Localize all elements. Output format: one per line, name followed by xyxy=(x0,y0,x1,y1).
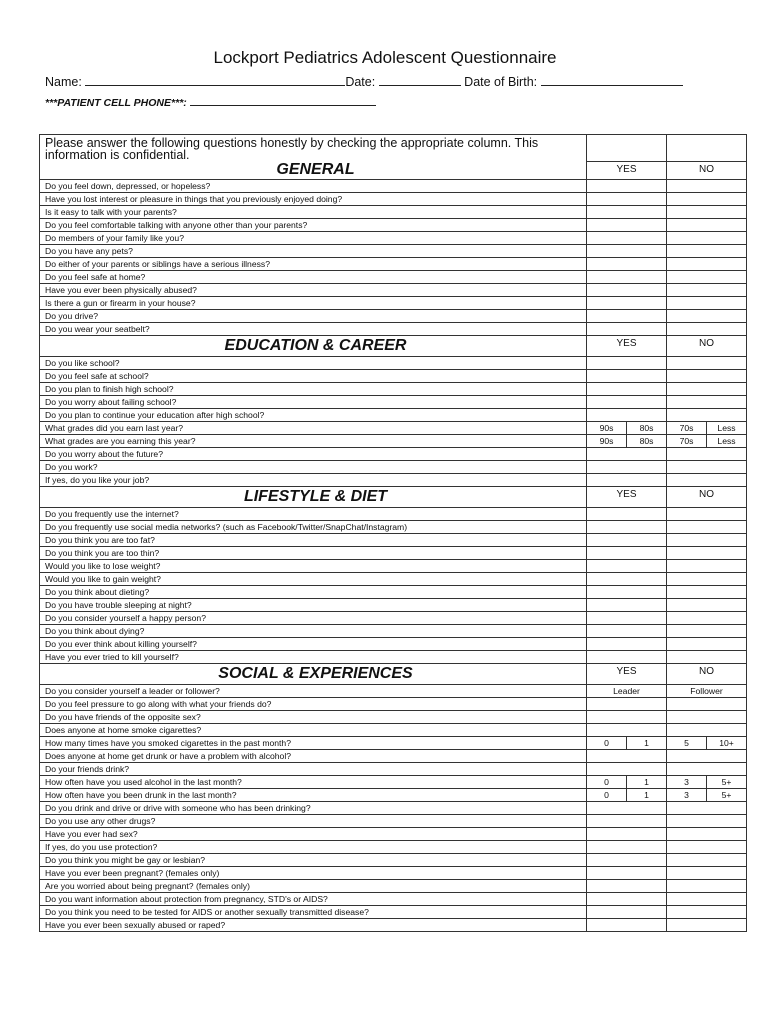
table-row xyxy=(40,724,747,737)
yes-header: YES xyxy=(587,161,667,180)
question-text: Do you feel comfortable talking with anyone other than your parents? xyxy=(40,219,587,232)
question-text: Do you wear your seatbelt? xyxy=(40,323,587,336)
table-row xyxy=(40,919,747,932)
table-row xyxy=(40,219,747,232)
option-cell[interactable]: 80s xyxy=(627,435,667,448)
option-cell[interactable]: 0 xyxy=(587,737,627,750)
no-cell[interactable] xyxy=(667,841,747,854)
yes-cell[interactable] xyxy=(587,396,667,409)
question-text: Do you drink and drive or drive with someone who has been drinking? xyxy=(40,802,587,815)
option-cell[interactable]: 0 xyxy=(587,789,627,802)
option-cell[interactable]: 1 xyxy=(627,737,667,750)
option-cell[interactable]: 5 xyxy=(667,737,707,750)
yes-cell[interactable] xyxy=(587,651,667,664)
table-row xyxy=(40,370,747,383)
option-cell[interactable]: 70s xyxy=(667,435,707,448)
question-text: Do you have any pets? xyxy=(40,245,587,258)
page-title: Lockport Pediatrics Adolescent Questionnaire xyxy=(213,48,557,67)
section-header-education xyxy=(40,336,747,357)
question-text: Do you consider yourself a leader or follower? xyxy=(40,685,587,698)
yes-cell[interactable] xyxy=(587,841,667,854)
question-text: Do you worry about failing school? xyxy=(40,396,587,409)
table-row xyxy=(40,651,747,664)
table-row xyxy=(40,750,747,763)
no-cell[interactable] xyxy=(667,310,747,323)
yes-cell[interactable] xyxy=(587,828,667,841)
yes-cell[interactable] xyxy=(587,854,667,867)
question-text: If yes, do you use protection? xyxy=(40,841,587,854)
name-label: Name: xyxy=(45,75,82,89)
yes-cell[interactable] xyxy=(587,461,667,474)
yes-cell[interactable] xyxy=(587,763,667,776)
no-cell[interactable] xyxy=(667,245,747,258)
no-cell[interactable] xyxy=(667,396,747,409)
question-text: Do you think about dieting? xyxy=(40,586,587,599)
option-cell[interactable]: 10+ xyxy=(707,737,747,750)
no-cell[interactable] xyxy=(667,193,747,206)
table-row xyxy=(40,815,747,828)
yes-cell[interactable] xyxy=(587,638,667,651)
phone-field[interactable] xyxy=(190,93,376,106)
no-header: NO xyxy=(667,487,747,508)
no-cell[interactable] xyxy=(667,547,747,560)
yes-cell[interactable] xyxy=(587,245,667,258)
no-cell[interactable] xyxy=(667,534,747,547)
question-text: Have you ever been pregnant? (females only) xyxy=(40,867,587,880)
table-row xyxy=(40,448,747,461)
table-row xyxy=(40,737,747,750)
option-cell[interactable]: 1 xyxy=(627,789,667,802)
no-cell[interactable] xyxy=(667,854,747,867)
table-row xyxy=(40,586,747,599)
section-header-social xyxy=(40,664,747,685)
table-row xyxy=(40,357,747,370)
no-cell[interactable] xyxy=(667,625,747,638)
yes-cell[interactable] xyxy=(587,750,667,763)
dob-field[interactable] xyxy=(541,73,683,86)
yes-cell[interactable] xyxy=(587,193,667,206)
question-text: Have you ever tried to kill yourself? xyxy=(40,651,587,664)
option-cell[interactable]: 5+ xyxy=(707,776,747,789)
no-cell[interactable] xyxy=(667,651,747,664)
yes-cell[interactable] xyxy=(587,919,667,932)
question-text: Do you think you are too fat? xyxy=(40,534,587,547)
table-row xyxy=(40,685,747,698)
questionnaire-table xyxy=(39,134,747,932)
no-cell[interactable] xyxy=(667,383,747,396)
yes-cell[interactable] xyxy=(587,547,667,560)
yes-cell[interactable] xyxy=(587,232,667,245)
table-row xyxy=(40,893,747,906)
no-cell[interactable] xyxy=(667,448,747,461)
question-text: Do you consider yourself a happy person? xyxy=(40,612,587,625)
yes-cell[interactable] xyxy=(587,521,667,534)
table-row xyxy=(40,560,747,573)
question-text: Do you feel pressure to go along with what your friends do? xyxy=(40,698,587,711)
question-text: Do you have friends of the opposite sex? xyxy=(40,711,587,724)
no-cell[interactable] xyxy=(667,586,747,599)
dob-label: Date of Birth: xyxy=(464,75,538,89)
question-text: Do you drive? xyxy=(40,310,587,323)
yes-cell[interactable] xyxy=(587,206,667,219)
no-header: NO xyxy=(667,664,747,685)
no-cell[interactable] xyxy=(667,323,747,336)
no-cell[interactable] xyxy=(667,297,747,310)
yes-cell[interactable] xyxy=(587,880,667,893)
yes-cell[interactable] xyxy=(587,383,667,396)
no-cell[interactable] xyxy=(667,508,747,521)
no-cell[interactable] xyxy=(667,711,747,724)
question-text: If yes, do you like your job? xyxy=(40,474,587,487)
question-text: How often have you used alcohol in the last month? xyxy=(40,776,587,789)
yes-cell[interactable] xyxy=(587,815,667,828)
question-text: Do you have trouble sleeping at night? xyxy=(40,599,587,612)
table-row xyxy=(40,763,747,776)
table-row xyxy=(40,232,747,245)
table-row xyxy=(40,180,747,193)
table-row xyxy=(40,638,747,651)
table-row xyxy=(40,271,747,284)
yes-cell[interactable] xyxy=(587,323,667,336)
question-text: Do either of your parents or siblings have a serious illness? xyxy=(40,258,587,271)
question-text: Would you like to gain weight? xyxy=(40,573,587,586)
option-cell[interactable]: 1 xyxy=(627,776,667,789)
yes-cell[interactable] xyxy=(587,625,667,638)
table-row xyxy=(40,521,747,534)
blank-cell xyxy=(587,135,667,162)
table-row xyxy=(40,193,747,206)
question-text: How many times have you smoked cigarettes in the past month? xyxy=(40,737,587,750)
question-text: Have you ever been physically abused? xyxy=(40,284,587,297)
question-text: Do you work? xyxy=(40,461,587,474)
no-cell[interactable] xyxy=(667,815,747,828)
question-text: Do you frequently use the internet? xyxy=(40,508,587,521)
phone-label: ***PATIENT CELL PHONE***: xyxy=(45,97,187,109)
question-text: Does anyone at home get drunk or have a problem with alcohol? xyxy=(40,750,587,763)
no-cell[interactable] xyxy=(667,828,747,841)
yes-cell[interactable] xyxy=(587,711,667,724)
yes-cell[interactable] xyxy=(587,357,667,370)
section-title: LIFESTYLE & DIET xyxy=(40,487,587,508)
question-text: Do you plan to continue your education after high school? xyxy=(40,409,587,422)
yes-header: YES xyxy=(587,487,667,508)
question-text: Do you feel safe at school? xyxy=(40,370,587,383)
question-text: Do you think you are too thin? xyxy=(40,547,587,560)
yes-cell[interactable] xyxy=(587,586,667,599)
yes-cell[interactable] xyxy=(587,409,667,422)
yes-cell[interactable] xyxy=(587,599,667,612)
no-cell[interactable] xyxy=(667,474,747,487)
yes-cell[interactable] xyxy=(587,508,667,521)
table-row xyxy=(40,547,747,560)
no-cell[interactable] xyxy=(667,232,747,245)
no-cell[interactable] xyxy=(667,357,747,370)
no-cell[interactable] xyxy=(667,409,747,422)
yes-cell[interactable] xyxy=(587,370,667,383)
no-cell[interactable] xyxy=(667,370,747,383)
option-cell[interactable]: 70s xyxy=(667,422,707,435)
option-cell[interactable]: Less xyxy=(707,422,747,435)
date-field[interactable] xyxy=(379,73,461,86)
yes-cell[interactable] xyxy=(587,698,667,711)
no-cell[interactable] xyxy=(667,258,747,271)
no-cell[interactable] xyxy=(667,612,747,625)
section-header-lifestyle xyxy=(40,487,747,508)
option-cell[interactable]: 3 xyxy=(667,776,707,789)
question-text: Are you worried about being pregnant? (females only) xyxy=(40,880,587,893)
phone-line xyxy=(45,93,376,109)
question-text: How often have you been drunk in the last month? xyxy=(40,789,587,802)
no-cell[interactable] xyxy=(667,219,747,232)
table-row xyxy=(40,245,747,258)
question-text: Do you ever think about killing yourself? xyxy=(40,638,587,651)
yes-cell[interactable] xyxy=(587,534,667,547)
table-row xyxy=(40,206,747,219)
table-row xyxy=(40,880,747,893)
question-text: Have you ever been sexually abused or raped? xyxy=(40,919,587,932)
no-cell[interactable] xyxy=(667,271,747,284)
yes-cell[interactable] xyxy=(587,560,667,573)
yes-cell[interactable] xyxy=(587,180,667,193)
intro-text: Please answer the following questions honestly by checking the appropriate column. This information is confidential. xyxy=(40,135,587,162)
question-text: Do you plan to finish high school? xyxy=(40,383,587,396)
question-text: Do you use any other drugs? xyxy=(40,815,587,828)
question-text: Do members of your family like you? xyxy=(40,232,587,245)
yes-cell[interactable] xyxy=(587,906,667,919)
table-row xyxy=(40,396,747,409)
question-text: Have you lost interest or pleasure in things that you previously enjoyed doing? xyxy=(40,193,587,206)
blank-cell xyxy=(667,135,747,162)
no-header: NO xyxy=(667,161,747,180)
no-cell[interactable] xyxy=(667,206,747,219)
yes-cell[interactable] xyxy=(587,474,667,487)
question-text: Have you ever had sex? xyxy=(40,828,587,841)
question-text: Is it easy to talk with your parents? xyxy=(40,206,587,219)
table-row xyxy=(40,409,747,422)
option-cell[interactable]: 0 xyxy=(587,776,627,789)
no-cell[interactable] xyxy=(667,802,747,815)
yes-cell[interactable] xyxy=(587,448,667,461)
table-row xyxy=(40,711,747,724)
yes-header: YES xyxy=(587,664,667,685)
option-cell[interactable]: 90s xyxy=(587,422,627,435)
table-row xyxy=(40,422,747,435)
question-text: Do you feel safe at home? xyxy=(40,271,587,284)
date-label: Date: xyxy=(345,75,376,89)
question-text: What grades are you earning this year? xyxy=(40,435,587,448)
option-cell[interactable]: 5+ xyxy=(707,789,747,802)
yes-cell[interactable] xyxy=(587,612,667,625)
table-row xyxy=(40,867,747,880)
yes-cell[interactable] xyxy=(587,893,667,906)
yes-cell[interactable] xyxy=(587,258,667,271)
table-row xyxy=(40,906,747,919)
option-cell[interactable]: Less xyxy=(707,435,747,448)
no-cell[interactable] xyxy=(667,698,747,711)
no-cell[interactable] xyxy=(667,521,747,534)
yes-cell[interactable] xyxy=(587,573,667,586)
no-cell[interactable] xyxy=(667,880,747,893)
yes-cell[interactable] xyxy=(587,284,667,297)
table-row xyxy=(40,802,747,815)
option-cell[interactable]: 3 xyxy=(667,789,707,802)
table-row xyxy=(40,599,747,612)
question-text: Do you frequently use social media networks? (such as Facebook/Twitter/SnapChat/Instagram) xyxy=(40,521,587,534)
no-cell[interactable] xyxy=(667,893,747,906)
section-title: EDUCATION & CAREER xyxy=(40,336,587,357)
question-text: Do you like school? xyxy=(40,357,587,370)
no-cell[interactable] xyxy=(667,599,747,612)
no-cell[interactable] xyxy=(667,461,747,474)
no-cell[interactable] xyxy=(667,867,747,880)
table-row xyxy=(40,789,747,802)
question-text: Would you like to lose weight? xyxy=(40,560,587,573)
question-text: Do you think you might be gay or lesbian? xyxy=(40,854,587,867)
table-row xyxy=(40,474,747,487)
section-title: SOCIAL & EXPERIENCES xyxy=(40,664,587,685)
table-row xyxy=(40,310,747,323)
option-cell[interactable]: 80s xyxy=(627,422,667,435)
question-text: Do your friends drink? xyxy=(40,763,587,776)
no-header: NO xyxy=(667,336,747,357)
no-cell[interactable] xyxy=(667,906,747,919)
question-text: Do you think you need to be tested for AIDS or another sexually transmitted disease? xyxy=(40,906,587,919)
table-row xyxy=(40,435,747,448)
no-cell[interactable] xyxy=(667,763,747,776)
follower-option[interactable]: Follower xyxy=(667,685,747,698)
question-text: Do you think about dying? xyxy=(40,625,587,638)
table-row xyxy=(40,534,747,547)
name-field[interactable] xyxy=(85,73,345,86)
no-cell[interactable] xyxy=(667,284,747,297)
table-row xyxy=(40,828,747,841)
section-header-general xyxy=(40,161,747,180)
table-row xyxy=(40,573,747,586)
table-row xyxy=(40,854,747,867)
table-row xyxy=(40,461,747,474)
table-row xyxy=(40,284,747,297)
yes-cell[interactable] xyxy=(587,724,667,737)
question-text: Do you want information about protection from pregnancy, STD's or AIDS? xyxy=(40,893,587,906)
name-date-line xyxy=(45,73,683,89)
no-cell[interactable] xyxy=(667,919,747,932)
question-text: Does anyone at home smoke cigarettes? xyxy=(40,724,587,737)
no-cell[interactable] xyxy=(667,573,747,586)
yes-cell[interactable] xyxy=(587,802,667,815)
question-text: Is there a gun or firearm in your house? xyxy=(40,297,587,310)
yes-cell[interactable] xyxy=(587,310,667,323)
table-row xyxy=(40,698,747,711)
table-row xyxy=(40,383,747,396)
no-cell[interactable] xyxy=(667,638,747,651)
no-cell[interactable] xyxy=(667,724,747,737)
yes-cell[interactable] xyxy=(587,219,667,232)
no-cell[interactable] xyxy=(667,750,747,763)
leader-option[interactable]: Leader xyxy=(587,685,667,698)
table-row xyxy=(40,776,747,789)
table-row xyxy=(40,841,747,854)
table-row xyxy=(40,323,747,336)
table-row xyxy=(40,612,747,625)
table-row xyxy=(40,508,747,521)
option-cell[interactable]: 90s xyxy=(587,435,627,448)
table-row xyxy=(40,625,747,638)
no-cell[interactable] xyxy=(667,180,747,193)
question-text: What grades did you earn last year? xyxy=(40,422,587,435)
no-cell[interactable] xyxy=(667,560,747,573)
table-row xyxy=(40,258,747,271)
table-row xyxy=(40,297,747,310)
question-text: Do you worry about the future? xyxy=(40,448,587,461)
section-title: GENERAL xyxy=(40,161,587,180)
yes-cell[interactable] xyxy=(587,867,667,880)
yes-cell[interactable] xyxy=(587,271,667,284)
question-text: Do you feel down, depressed, or hopeless? xyxy=(40,180,587,193)
yes-header: YES xyxy=(587,336,667,357)
yes-cell[interactable] xyxy=(587,297,667,310)
